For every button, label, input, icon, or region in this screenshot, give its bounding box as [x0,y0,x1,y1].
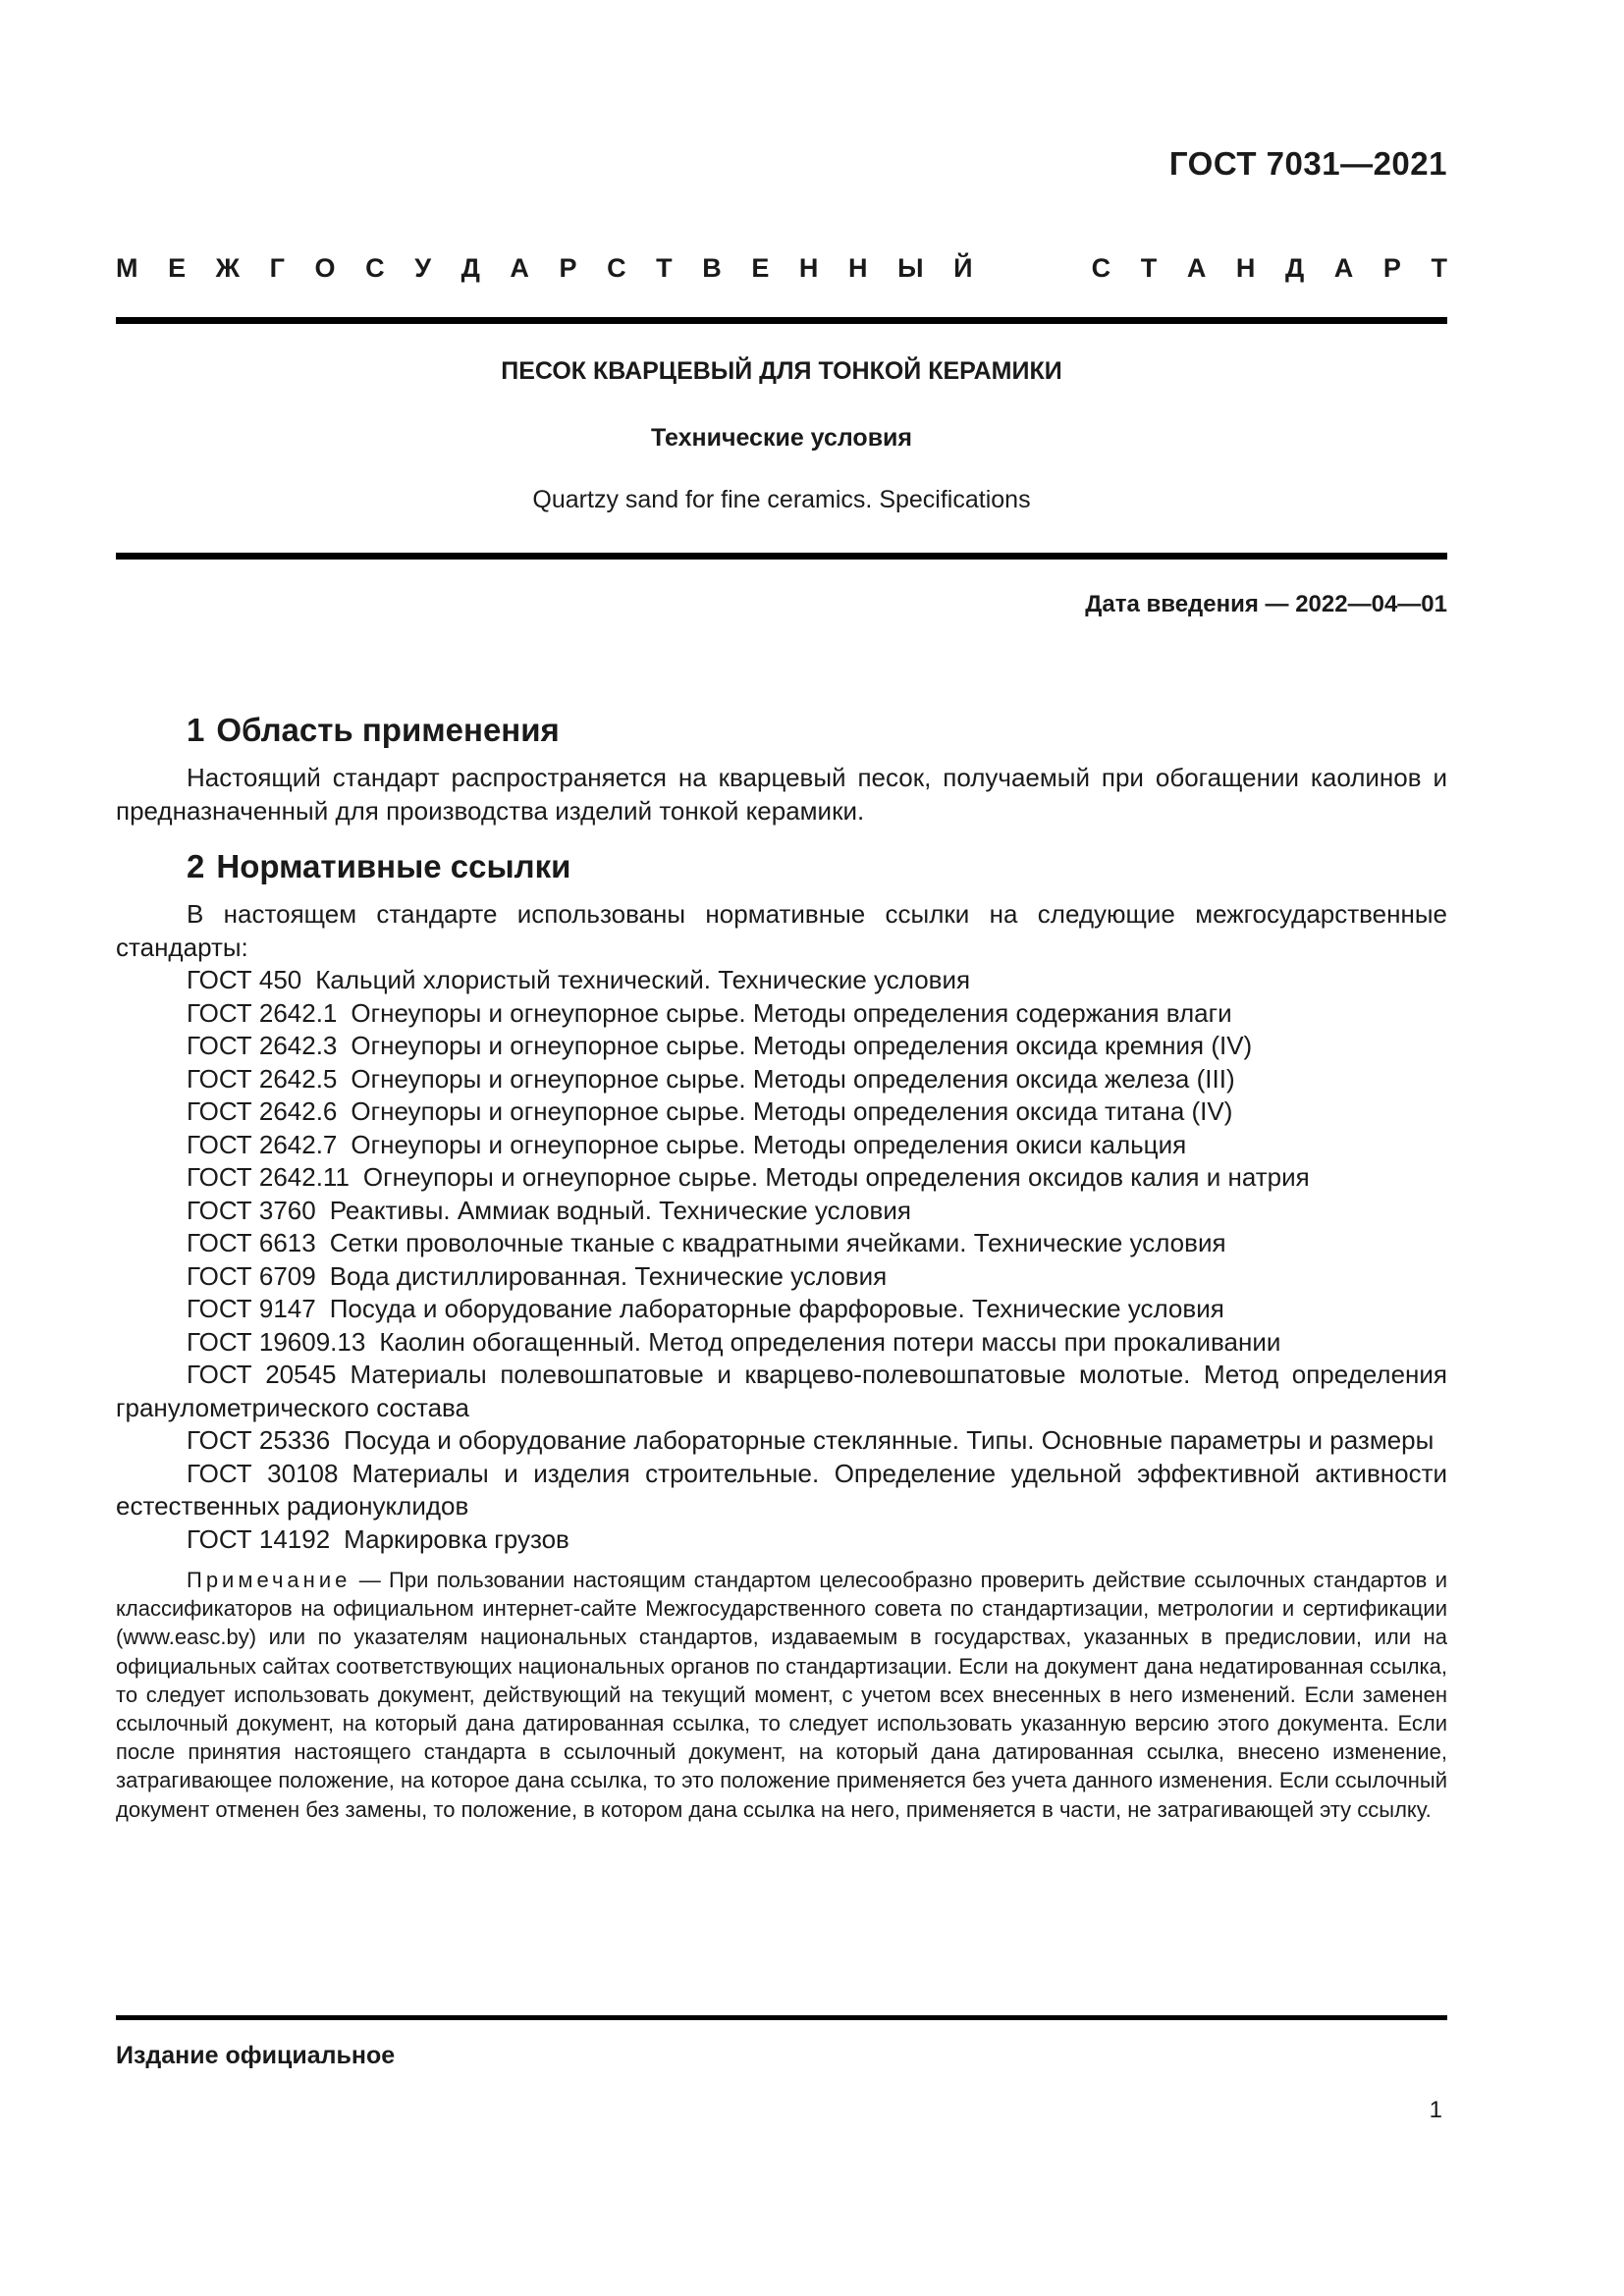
reference-code: ГОСТ 3760 [187,1195,316,1225]
reference-item [116,964,1447,997]
reference-code: ГОСТ 2642.11 [187,1162,350,1192]
standard-type-letter: А [1333,253,1354,283]
page-number: 1 [1429,2097,1442,2123]
reference-code: ГОСТ 2642.1 [187,997,338,1028]
reference-title: Посуда и оборудование лабораторные стеклянные. Типы. Основные параметры и размеры [344,1425,1435,1455]
standard-type-letter: В [702,253,722,283]
reference-code: ГОСТ 6709 [187,1260,316,1291]
reference-code: ГОСТ 2642.5 [187,1063,338,1094]
standard-type-letter: Н [848,253,868,283]
standard-type-letter: С [1091,253,1111,283]
standard-type-letter: Д [460,253,480,283]
section-2-intro: В настоящем стандарте использованы нормативные ссылки на следующие межгосударственные стандарты: [116,899,1447,962]
standard-type-letter: С [607,253,626,283]
reference-title: Огнеупоры и огнеупорное сырье. Методы определения оксидов калия и натрия [362,1162,1310,1192]
reference-item [116,1424,1447,1458]
standard-type-letter: Г [269,253,285,283]
standard-type-letter: Е [168,253,187,283]
reference-title: Огнеупоры и огнеупорное сырье. Методы определения содержания влаги [351,997,1232,1028]
introduction-date: Дата введения — 2022—04—01 [1085,591,1447,617]
section-1-number: 1 [187,712,205,748]
section-1-title: Область применения [216,712,560,748]
document-body [116,709,1447,1845]
reference-item [116,1326,1447,1360]
reference-title: Реактивы. Аммиак водный. Технические условия [329,1195,911,1225]
section-2-title: Нормативные ссылки [216,848,571,884]
edition-label: Издание официальное [116,2042,396,2069]
reference-item [116,1293,1447,1326]
reference-item [116,1129,1447,1162]
reference-code: ГОСТ 450 [187,965,302,994]
reference-title: Посуда и оборудование лабораторные фарфоровые. Технические условия [329,1294,1224,1323]
reference-code: ГОСТ 2642.6 [187,1096,338,1126]
standard-type-letter: О [314,253,336,283]
standard-type-letter: Т [1431,253,1447,283]
section-1-text: Настоящий стандарт распространяется на кварцевый песок, получаемый при обогащении каолинов и предназначенный для производства изделий тонкой керамики. [116,763,1447,826]
reference-title: Огнеупоры и огнеупорное сырье. Методы определения оксида титана (IV) [351,1096,1233,1126]
reference-title: Вода дистиллированная. Технические условия [329,1260,888,1291]
standard-type-letter: С [365,253,385,283]
reference-item [116,1523,1447,1557]
standard-type-heading [116,253,1447,284]
standard-type-letter: Ж [215,253,241,283]
document-title: ПЕСОК КВАРЦЕВЫЙ ДЛЯ ТОНКОЙ КЕРАМИКИ [501,357,1062,385]
reference-code: ГОСТ 19609.13 [187,1326,366,1357]
reference-code: ГОСТ 9147 [187,1294,316,1323]
standard-type-letter: Е [751,253,770,283]
reference-title: Маркировка грузов [344,1523,569,1554]
reference-title: Материалы полевошпатовые и кварцево-полевошпатовые молотые. Метод определения гранулометрического состава [116,1360,1448,1422]
reference-title: Огнеупоры и огнеупорное сырье. Методы определения оксида железа (III) [351,1063,1235,1094]
reference-item [116,997,1447,1031]
reference-item [116,1227,1447,1260]
english-title: Quartzy sand for fine ceramics. Specifications [532,486,1031,513]
document-subtitle: Технические условия [650,424,913,452]
standard-type-letter: Т [656,253,673,283]
standard-type-letter: М [116,253,138,283]
reference-item [116,1161,1447,1195]
section-2-number: 2 [187,848,205,884]
standard-type-letter: Ы [897,253,924,283]
reference-title: Кальций хлористый технический. Технические условия [315,965,971,994]
section-1-heading [187,709,1447,752]
reference-code: ГОСТ 6613 [187,1228,316,1257]
footer-rule [116,2015,1447,2020]
reference-code: ГОСТ 20545 [187,1360,337,1389]
title-rule [116,553,1447,560]
reference-item [116,1030,1447,1063]
reference-code: ГОСТ 25336 [187,1425,331,1455]
reference-item [116,1260,1447,1294]
standard-type-letter: А [510,253,529,283]
standard-type-letter: Т [1140,253,1158,283]
standard-type-letter: Н [1235,253,1256,283]
note-text: — При пользовании настоящим стандартом целесообразно проверить действие ссылочных стандартов и классификаторов на официальном интернет-сайте Межгосударственного совета по стандартизации, метрологии и сертификации (www.easc.by) или по указателям национальных стандартов, издаваемым в государствах, указанных в предисловии, или на официальных сайтах соответствующих национальных органов по стандартизации. Если на документ дана недатированная ссылка, то следует использовать документ, действующий на текущий момент, с учетом всех внесенных в него изменений. Если заменен ссылочный документ, на который дана датированная ссылка, то следует использовать указанную версию этого документа. Если после принятия настоящего стандарта в ссылочный документ, на который дана датированная ссылка, внесено изменение, затрагивающее положение, на которое дана ссылка, то это положение применяется без учета данного изменения. Если ссылочный документ отменен без замены, то положение, в котором дана ссылка на него, применяется в части, не затрагивающей эту ссылку. [116,1568,1447,1822]
section-2-heading [187,845,1447,888]
reference-item [116,1063,1447,1096]
reference-item [116,1095,1447,1129]
top-rule [116,317,1447,324]
standard-type-letter: Р [1382,253,1401,283]
reference-title: Огнеупоры и огнеупорное сырье. Методы определения окиси кальция [351,1129,1187,1159]
note [116,1566,1447,1824]
standard-type-letter: Р [559,253,577,283]
standard-type-letter: У [414,253,432,283]
reference-code: ГОСТ 14192 [187,1523,331,1554]
reference-title: Сетки проволочные тканые с квадратными ячейками. Технические условия [329,1228,1226,1257]
standard-type-letter: Й [953,253,973,283]
note-label: Примечание [187,1568,352,1592]
reference-item [116,1359,1447,1424]
word-gap [1002,253,1061,284]
reference-code: ГОСТ 2642.3 [187,1031,338,1060]
reference-title: Материалы и изделия строительные. Определение удельной эффективной активности естественных радионуклидов [116,1458,1448,1521]
standard-type-letter: А [1186,253,1207,283]
document-code: ГОСТ 7031—2021 [1168,145,1447,182]
standard-type-letter: Н [798,253,819,283]
standard-type-letter: Д [1284,253,1305,283]
reference-item [116,1195,1447,1228]
reference-title: Каолин обогащенный. Метод определения потери массы при прокаливании [379,1326,1281,1357]
reference-code: ГОСТ 2642.7 [187,1129,338,1159]
reference-title: Огнеупоры и огнеупорное сырье. Методы определения оксида кремния (IV) [351,1031,1253,1060]
reference-list [116,964,1447,1556]
reference-code: ГОСТ 30108 [187,1458,339,1488]
reference-item [116,1458,1447,1523]
